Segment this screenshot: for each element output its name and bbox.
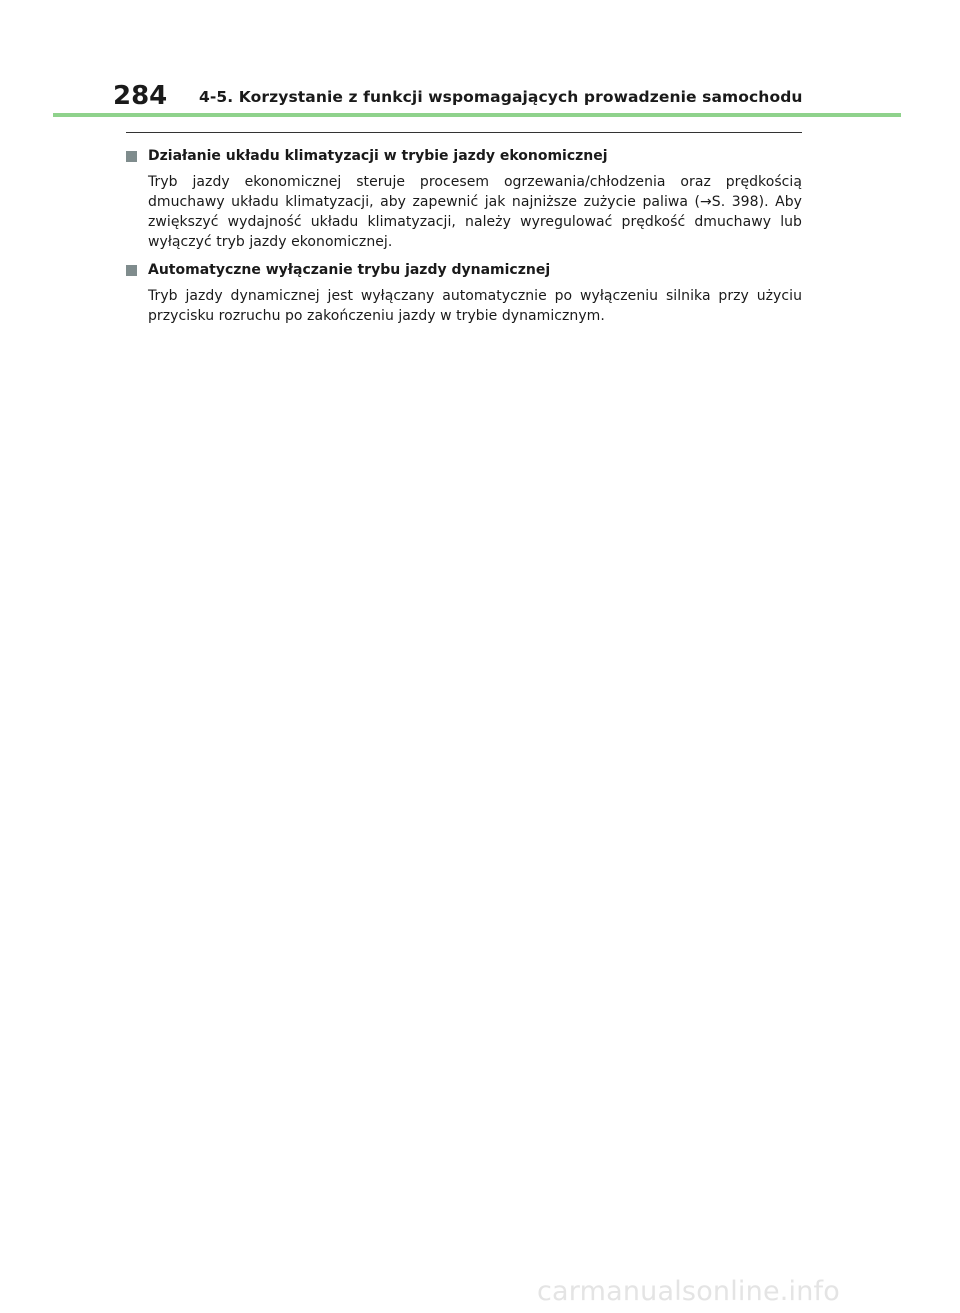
topic-eco-climate — [126, 146, 802, 252]
topic-body: Tryb jazdy dynamicznej jest wyłączany automatycznie po wyłączeniu silnika przy użyciu przycisku rozruchu po zakończeniu jazdy w trybie dynamicznym. — [148, 288, 802, 324]
topic-heading — [126, 260, 802, 281]
square-bullet-icon — [126, 151, 137, 162]
page-header — [0, 0, 960, 120]
page-number: 284 — [113, 81, 168, 111]
header-rule — [53, 113, 901, 117]
topic-heading-text: Automatyczne wyłączanie trybu jazdy dynamicznej — [148, 262, 551, 278]
content — [126, 146, 802, 334]
content-divider — [126, 132, 802, 133]
topic-dynamic-mode-off — [126, 260, 802, 326]
watermark: carmanualsonline.info — [537, 1276, 840, 1307]
section-title: 4-5. Korzystanie z funkcji wspomagających prowadzenie samochodu — [199, 88, 803, 106]
topic-heading-text: Działanie układu klimatyzacji w trybie jazdy ekonomicznej — [148, 148, 608, 164]
topic-heading — [126, 146, 802, 167]
square-bullet-icon — [126, 265, 137, 276]
topic-body: Tryb jazdy ekonomicznej steruje procesem ogrzewania/chłodzenia oraz prędkością dmuchawy układu klimatyzacji, aby zapewnić jak najniższe zużycie paliwa (→S. 398). Aby zwiększyć wydajność układu klimatyzacji, należy wyregulować prędkość dmuchawy lub wyłączyć tryb jazdy ekonomicznej. — [148, 174, 802, 250]
